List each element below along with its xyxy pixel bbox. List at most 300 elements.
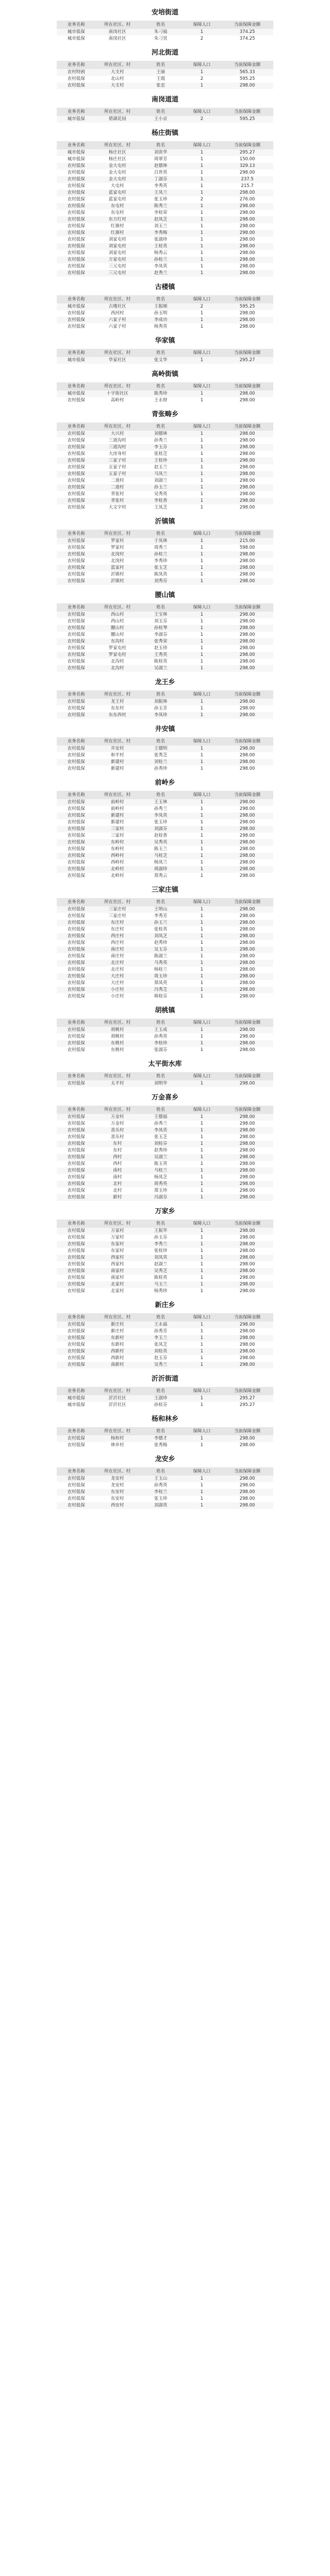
table-row [57, 946, 273, 953]
column-header: 姓名 [139, 1106, 183, 1114]
table-cell: 215.7 [221, 183, 273, 190]
table-header-row [57, 690, 273, 699]
table-cell: 1 [183, 632, 222, 638]
table-cell: 1 [183, 1321, 222, 1328]
table-cell: 万金村 [96, 1114, 139, 1121]
table-cell: 王丽 [139, 69, 183, 76]
column-header: 当前保障金额 [221, 108, 273, 116]
table-cell: 2 [183, 76, 222, 82]
table-cell: 298.00 [221, 819, 273, 826]
table-cell: 张桂芝 [139, 451, 183, 457]
table-row [57, 565, 273, 571]
table-cell: 高岭村 [96, 397, 139, 404]
table-cell: 龙安村 [96, 1482, 139, 1489]
table-row [57, 799, 273, 806]
table-cell: 1 [183, 437, 222, 444]
table-cell: 周秀英 [139, 1181, 183, 1188]
table-cell: 张桂英 [139, 926, 183, 933]
table-cell: 1 [183, 257, 222, 263]
table-cell: 农村低保 [57, 216, 96, 223]
table-cell: 前岭村 [96, 806, 139, 812]
table-row [57, 1121, 273, 1127]
table-row [57, 1194, 273, 1201]
table-cell: 1 [183, 216, 222, 223]
table-cell: 农村低保 [57, 1268, 96, 1275]
table-header-row [57, 791, 273, 799]
table-cell: 腰山村 [96, 625, 139, 632]
table-cell: 2 [183, 36, 222, 42]
table-cell: 农村低保 [57, 1255, 96, 1261]
table-cell: 喜乐村 [96, 1134, 139, 1141]
table-cell: 298.00 [221, 759, 273, 766]
column-header: 当前保障金额 [221, 141, 273, 149]
table-row [57, 920, 273, 926]
table-cell: 农村低保 [57, 270, 96, 277]
table-cell: 张秀梅 [139, 1442, 183, 1449]
table-cell: 1 [183, 571, 222, 578]
table-cell: 1 [183, 1134, 222, 1141]
assistance-table [57, 1219, 273, 1295]
table-cell: 农村低保 [57, 906, 96, 913]
table-cell: 李桂荣 [139, 210, 183, 216]
column-header: 当前保障金额 [221, 690, 273, 699]
table-cell: 冯秀芝 [139, 987, 183, 993]
table-cell: 吴淑兰 [139, 1154, 183, 1161]
column-header: 姓名 [139, 21, 183, 29]
table-cell: 298.00 [221, 464, 273, 471]
table-header-row [57, 737, 273, 745]
table-cell: 1 [183, 1275, 222, 1281]
table-cell: 农村低保 [57, 1080, 96, 1087]
table-cell: 298.00 [221, 1080, 273, 1087]
table-row [57, 1482, 273, 1489]
table-cell: 陈凤英 [139, 571, 183, 578]
table-header-row [57, 1313, 273, 1321]
table-row [57, 759, 273, 766]
table-cell: 农村低保 [57, 752, 96, 759]
table-row [57, 36, 273, 42]
table-cell: 赵秀兰 [139, 270, 183, 277]
table-header-row [57, 382, 273, 391]
table-row [57, 766, 273, 772]
table-cell: 298.00 [221, 82, 273, 89]
table-cell: 刘贵华 [139, 149, 183, 156]
table-cell: 农村低保 [57, 812, 96, 819]
table-cell: 1 [183, 1228, 222, 1234]
table-cell: 农村低保 [57, 1114, 96, 1121]
table-cell: 十字街社区 [96, 391, 139, 397]
section-title: 沂沂街道 [151, 1375, 178, 1383]
table-cell: 298.00 [221, 1154, 273, 1161]
table-cell: 1 [183, 1194, 222, 1201]
table-row [57, 451, 273, 457]
table-cell: 298.00 [221, 431, 273, 437]
table-cell: 1 [183, 471, 222, 478]
assistance-table [57, 1387, 273, 1409]
table-cell: 孙桂芬 [139, 1402, 183, 1409]
table-cell: 北家村 [96, 1281, 139, 1288]
table-cell: 298.00 [221, 1335, 273, 1342]
column-header: 保障人口 [183, 1019, 222, 1027]
table-cell: 298.00 [221, 1261, 273, 1268]
table-header-row [57, 898, 273, 906]
table-cell: 农村低保 [57, 1442, 96, 1449]
table-cell: 298.00 [221, 906, 273, 913]
table-cell: 刘秀芬 [139, 578, 183, 585]
table-cell: 三家庄村 [96, 906, 139, 913]
table-cell: 1 [183, 699, 222, 705]
table-row [57, 230, 273, 236]
table-cell: 城市低保 [57, 391, 96, 397]
table-cell: 小庄村 [96, 993, 139, 1000]
table-cell: 1 [183, 933, 222, 940]
table-cell: 298.00 [221, 1228, 273, 1234]
table-row [57, 839, 273, 846]
table-cell: 南岗社区 [96, 36, 139, 42]
column-header: 保障人口 [183, 737, 222, 745]
column-header: 姓名 [139, 791, 183, 799]
table-cell: 陈玉英 [139, 1161, 183, 1167]
table-cell: 1 [183, 538, 222, 545]
table-cell: 农村低保 [57, 866, 96, 873]
table-row [57, 819, 273, 826]
table-cell: 298.00 [221, 1355, 273, 1362]
table-cell: 西新村 [96, 1355, 139, 1362]
table-cell: 农村低保 [57, 1033, 96, 1040]
table-header-row [57, 530, 273, 538]
table-cell: 298.00 [221, 203, 273, 210]
table-cell: 1 [183, 812, 222, 819]
table-cell: 农村低保 [57, 645, 96, 652]
table-header-row [57, 1106, 273, 1114]
section [0, 330, 330, 364]
table-cell: 298.00 [221, 1248, 273, 1255]
table-cell: 西新村 [96, 1348, 139, 1355]
table-cell: 林乡村 [96, 1442, 139, 1449]
column-header: 当前保障金额 [221, 737, 273, 745]
table-cell: 1 [183, 551, 222, 558]
table-cell: 298.00 [221, 853, 273, 859]
table-cell: 张玉芝 [139, 565, 183, 571]
table-cell: 马桂芝 [139, 853, 183, 859]
column-header: 当前保障金额 [221, 1427, 273, 1435]
table-cell: 1 [183, 176, 222, 183]
table-row [57, 1040, 273, 1047]
column-header: 姓名 [139, 1072, 183, 1080]
table-cell: 1 [183, 1395, 222, 1402]
table-cell: 298.00 [221, 491, 273, 498]
table-cell: 大房身村 [96, 451, 139, 457]
table-cell: 杨庄社区 [96, 156, 139, 163]
table-cell: 刘明华 [139, 1080, 183, 1087]
table-cell: 红旗村 [96, 230, 139, 236]
table-cell: 1 [183, 357, 222, 364]
table-cell: 北岭村 [96, 866, 139, 873]
table-cell: 298.00 [221, 478, 273, 484]
table-cell: 赵秀珍 [139, 940, 183, 946]
column-header: 姓名 [139, 1387, 183, 1395]
column-header: 所在社区、村 [96, 108, 139, 116]
table-cell: 陈玉兰 [139, 846, 183, 853]
table-cell: 农村低保 [57, 1482, 96, 1489]
table-cell: 蓝家屯村 [96, 190, 139, 196]
table-cell: 2 [183, 116, 222, 123]
table-cell: 王玉成 [139, 1027, 183, 1033]
table-cell: 农村低保 [57, 498, 96, 504]
table-cell: 298.00 [221, 498, 273, 504]
table-row [57, 846, 273, 853]
table-cell: 农村低保 [57, 1476, 96, 1482]
table-cell: 农村低保 [57, 819, 96, 826]
table-cell: 1 [183, 223, 222, 230]
table-cell: 298.00 [221, 1040, 273, 1047]
table-row [57, 210, 273, 216]
table-cell: 298.00 [221, 940, 273, 946]
table-cell: 王振刚 [139, 303, 183, 310]
table-cell: 农村低保 [57, 1362, 96, 1368]
table-cell: 农村低保 [57, 1188, 96, 1194]
table-row [57, 859, 273, 866]
column-header: 业务名称 [57, 1313, 96, 1321]
table-cell: 六家子村 [96, 324, 139, 330]
table-cell: 孙玉明 [139, 310, 183, 317]
table-cell: 295.27 [221, 1402, 273, 1409]
table-cell: 1 [183, 1281, 222, 1288]
table-cell: 东沟村 [96, 638, 139, 645]
table-cell: 374.25 [221, 36, 273, 42]
table-cell: 南新村 [96, 1362, 139, 1368]
table-cell: 张忠 [139, 82, 183, 89]
table-cell: 农村低保 [57, 1435, 96, 1442]
table-cell: 东村 [96, 1147, 139, 1154]
table-cell: 1 [183, 752, 222, 759]
table-cell: 298.00 [221, 236, 273, 243]
table-row [57, 578, 273, 585]
table-cell: 农村低保 [57, 1342, 96, 1348]
table-cell: 大文字村 [96, 504, 139, 511]
table-cell: 298.00 [221, 437, 273, 444]
table-row [57, 216, 273, 223]
table-cell: 蓝家屯村 [96, 196, 139, 203]
table-cell: 刘桂兰 [139, 759, 183, 766]
table-cell: 农村低保 [57, 437, 96, 444]
table-cell: 1 [183, 324, 222, 330]
table-cell: 298.00 [221, 1234, 273, 1241]
column-header: 业务名称 [57, 737, 96, 745]
table-cell: 郑秀云 [139, 873, 183, 879]
table-cell: 1 [183, 658, 222, 665]
table-cell: 刘淑芬 [139, 826, 183, 833]
table-cell: 1 [183, 1442, 222, 1449]
table-cell: 1 [183, 645, 222, 652]
column-header: 保障人口 [183, 603, 222, 612]
table-cell: 农村低保 [57, 960, 96, 967]
section-title: 华家镇 [155, 337, 175, 345]
table-cell: 杨秀珍 [139, 1288, 183, 1295]
column-header: 保障人口 [183, 1313, 222, 1321]
assistance-table [57, 295, 273, 330]
table-cell: 东岭村 [96, 846, 139, 853]
table-row [57, 987, 273, 993]
table-cell: 595.25 [221, 303, 273, 310]
table-cell: 298.00 [221, 1362, 273, 1368]
column-header: 业务名称 [57, 422, 96, 431]
table-cell: 李秀梅 [139, 230, 183, 236]
table-cell: 1 [183, 183, 222, 190]
table-row [57, 745, 273, 752]
column-header: 所在社区、村 [96, 1219, 139, 1228]
table-cell: 北山村 [96, 76, 139, 82]
table-cell: 李桂珍 [139, 1040, 183, 1047]
table-cell: 298.00 [221, 846, 273, 853]
column-header: 保障人口 [183, 791, 222, 799]
table-cell: 1 [183, 913, 222, 920]
table-cell: 1 [183, 1328, 222, 1335]
table-row [57, 866, 273, 873]
table-cell: 金大屯村 [96, 176, 139, 183]
table-cell: 1 [183, 1342, 222, 1348]
table-header-row [57, 108, 273, 116]
table-cell: 农村低保 [57, 444, 96, 451]
table-cell: 298.00 [221, 484, 273, 491]
table-cell: 新庄村 [96, 1328, 139, 1335]
table-cell: 1 [183, 766, 222, 772]
table-cell: 农村低保 [57, 571, 96, 578]
table-cell: 南岗社区 [96, 29, 139, 36]
column-header: 当前保障金额 [221, 530, 273, 538]
section-title: 古楼镇 [155, 283, 175, 291]
table-cell: 西山村 [96, 612, 139, 618]
column-header: 姓名 [139, 61, 183, 69]
table-cell: 农村低保 [57, 210, 96, 216]
table-cell: 298.00 [221, 1489, 273, 1496]
table-cell: 三家子村 [96, 457, 139, 464]
table-cell: 598.00 [221, 545, 273, 551]
table-cell: 1 [183, 953, 222, 960]
table-row [57, 752, 273, 759]
table-cell: 李秀兰 [139, 1241, 183, 1248]
table-cell: 大屯村 [96, 183, 139, 190]
table-row [57, 1181, 273, 1188]
assistance-table [57, 349, 273, 364]
table-cell: 北岗村 [96, 551, 139, 558]
table-cell: 295.27 [221, 1395, 273, 1402]
table-row [57, 1047, 273, 1054]
section [0, 1368, 330, 1409]
section [0, 123, 330, 277]
table-cell: 298.00 [221, 812, 273, 819]
table-cell: 农村低保 [57, 1328, 96, 1335]
table-cell: 农村特困 [57, 69, 96, 76]
table-cell: 李秀珍 [139, 558, 183, 565]
column-header: 所在社区、村 [96, 141, 139, 149]
table-header-row [57, 141, 273, 149]
table-cell: 298.00 [221, 1321, 273, 1328]
table-row [57, 1033, 273, 1040]
table-cell: 农村低保 [57, 652, 96, 658]
table-cell: 农村低保 [57, 1181, 96, 1188]
table-cell: 农村低保 [57, 82, 96, 89]
table-row [57, 324, 273, 330]
table-cell: 1 [183, 806, 222, 812]
table-cell: 农村低保 [57, 1234, 96, 1241]
table-cell: 红旗村 [96, 223, 139, 230]
table-cell: 1 [183, 1248, 222, 1255]
column-header: 所在社区、村 [96, 1387, 139, 1395]
table-cell: 新建村 [96, 819, 139, 826]
column-header: 业务名称 [57, 295, 96, 303]
table-cell: 1 [183, 484, 222, 491]
table-cell: 陈淑兰 [139, 953, 183, 960]
table-cell: 298.00 [221, 558, 273, 565]
column-header: 姓名 [139, 1313, 183, 1321]
table-cell: 298.00 [221, 618, 273, 625]
table-row [57, 1080, 273, 1087]
table-cell: 298.00 [221, 1147, 273, 1154]
table-cell: 王小京 [139, 116, 183, 123]
table-header-row [57, 1427, 273, 1435]
table-cell: 农村低保 [57, 190, 96, 196]
table-cell: 1 [183, 431, 222, 437]
table-row [57, 156, 273, 163]
table-cell: 298.00 [221, 1134, 273, 1141]
table-cell: 王永财 [139, 397, 183, 404]
column-header: 姓名 [139, 737, 183, 745]
table-cell: 王霞 [139, 76, 183, 82]
table-row [57, 1114, 273, 1121]
table-cell: 298.00 [221, 1482, 273, 1489]
table-cell: 298.00 [221, 625, 273, 632]
table-cell: 孙桂兰 [139, 257, 183, 263]
table-cell: 张文华 [139, 357, 183, 364]
table-cell: 西岭村 [96, 853, 139, 859]
table-cell: 吴玉芬 [139, 946, 183, 953]
table-cell: 298.00 [221, 257, 273, 263]
table-row [57, 1489, 273, 1496]
table-cell: 298.00 [221, 1033, 273, 1040]
table-cell: 1 [183, 612, 222, 618]
table-row [57, 250, 273, 257]
table-cell: 298.00 [221, 926, 273, 933]
table-cell: 298.00 [221, 310, 273, 317]
table-cell: 农村低保 [57, 946, 96, 953]
table-cell: 298.00 [221, 1027, 273, 1033]
table-cell: 1 [183, 826, 222, 833]
table-cell: 1 [183, 397, 222, 404]
table-cell: 1 [183, 833, 222, 839]
table-cell: 1 [183, 819, 222, 826]
table-cell: 马秀英 [139, 960, 183, 967]
table-cell: 王秀英 [139, 652, 183, 658]
table-cell: 农村低保 [57, 658, 96, 665]
table-cell: 298.00 [221, 705, 273, 712]
table-cell: 西庄村 [96, 933, 139, 940]
table-cell: 赵玉兰 [139, 464, 183, 471]
column-header: 业务名称 [57, 690, 96, 699]
table-cell: 孙秀英 [139, 1482, 183, 1489]
table-row [57, 1502, 273, 1509]
table-cell: 农村低保 [57, 1154, 96, 1161]
table-cell: 298.00 [221, 652, 273, 658]
table-cell: 北岗村 [96, 558, 139, 565]
table-cell: 农村低保 [57, 1348, 96, 1355]
table-cell: 吴秀兰 [139, 1362, 183, 1368]
table-cell: 华家社区 [96, 357, 139, 364]
table-cell: 1 [183, 243, 222, 250]
table-cell: 李秀芳 [139, 913, 183, 920]
table-cell: 孙秀芳 [139, 1328, 183, 1335]
table-row [57, 1342, 273, 1348]
